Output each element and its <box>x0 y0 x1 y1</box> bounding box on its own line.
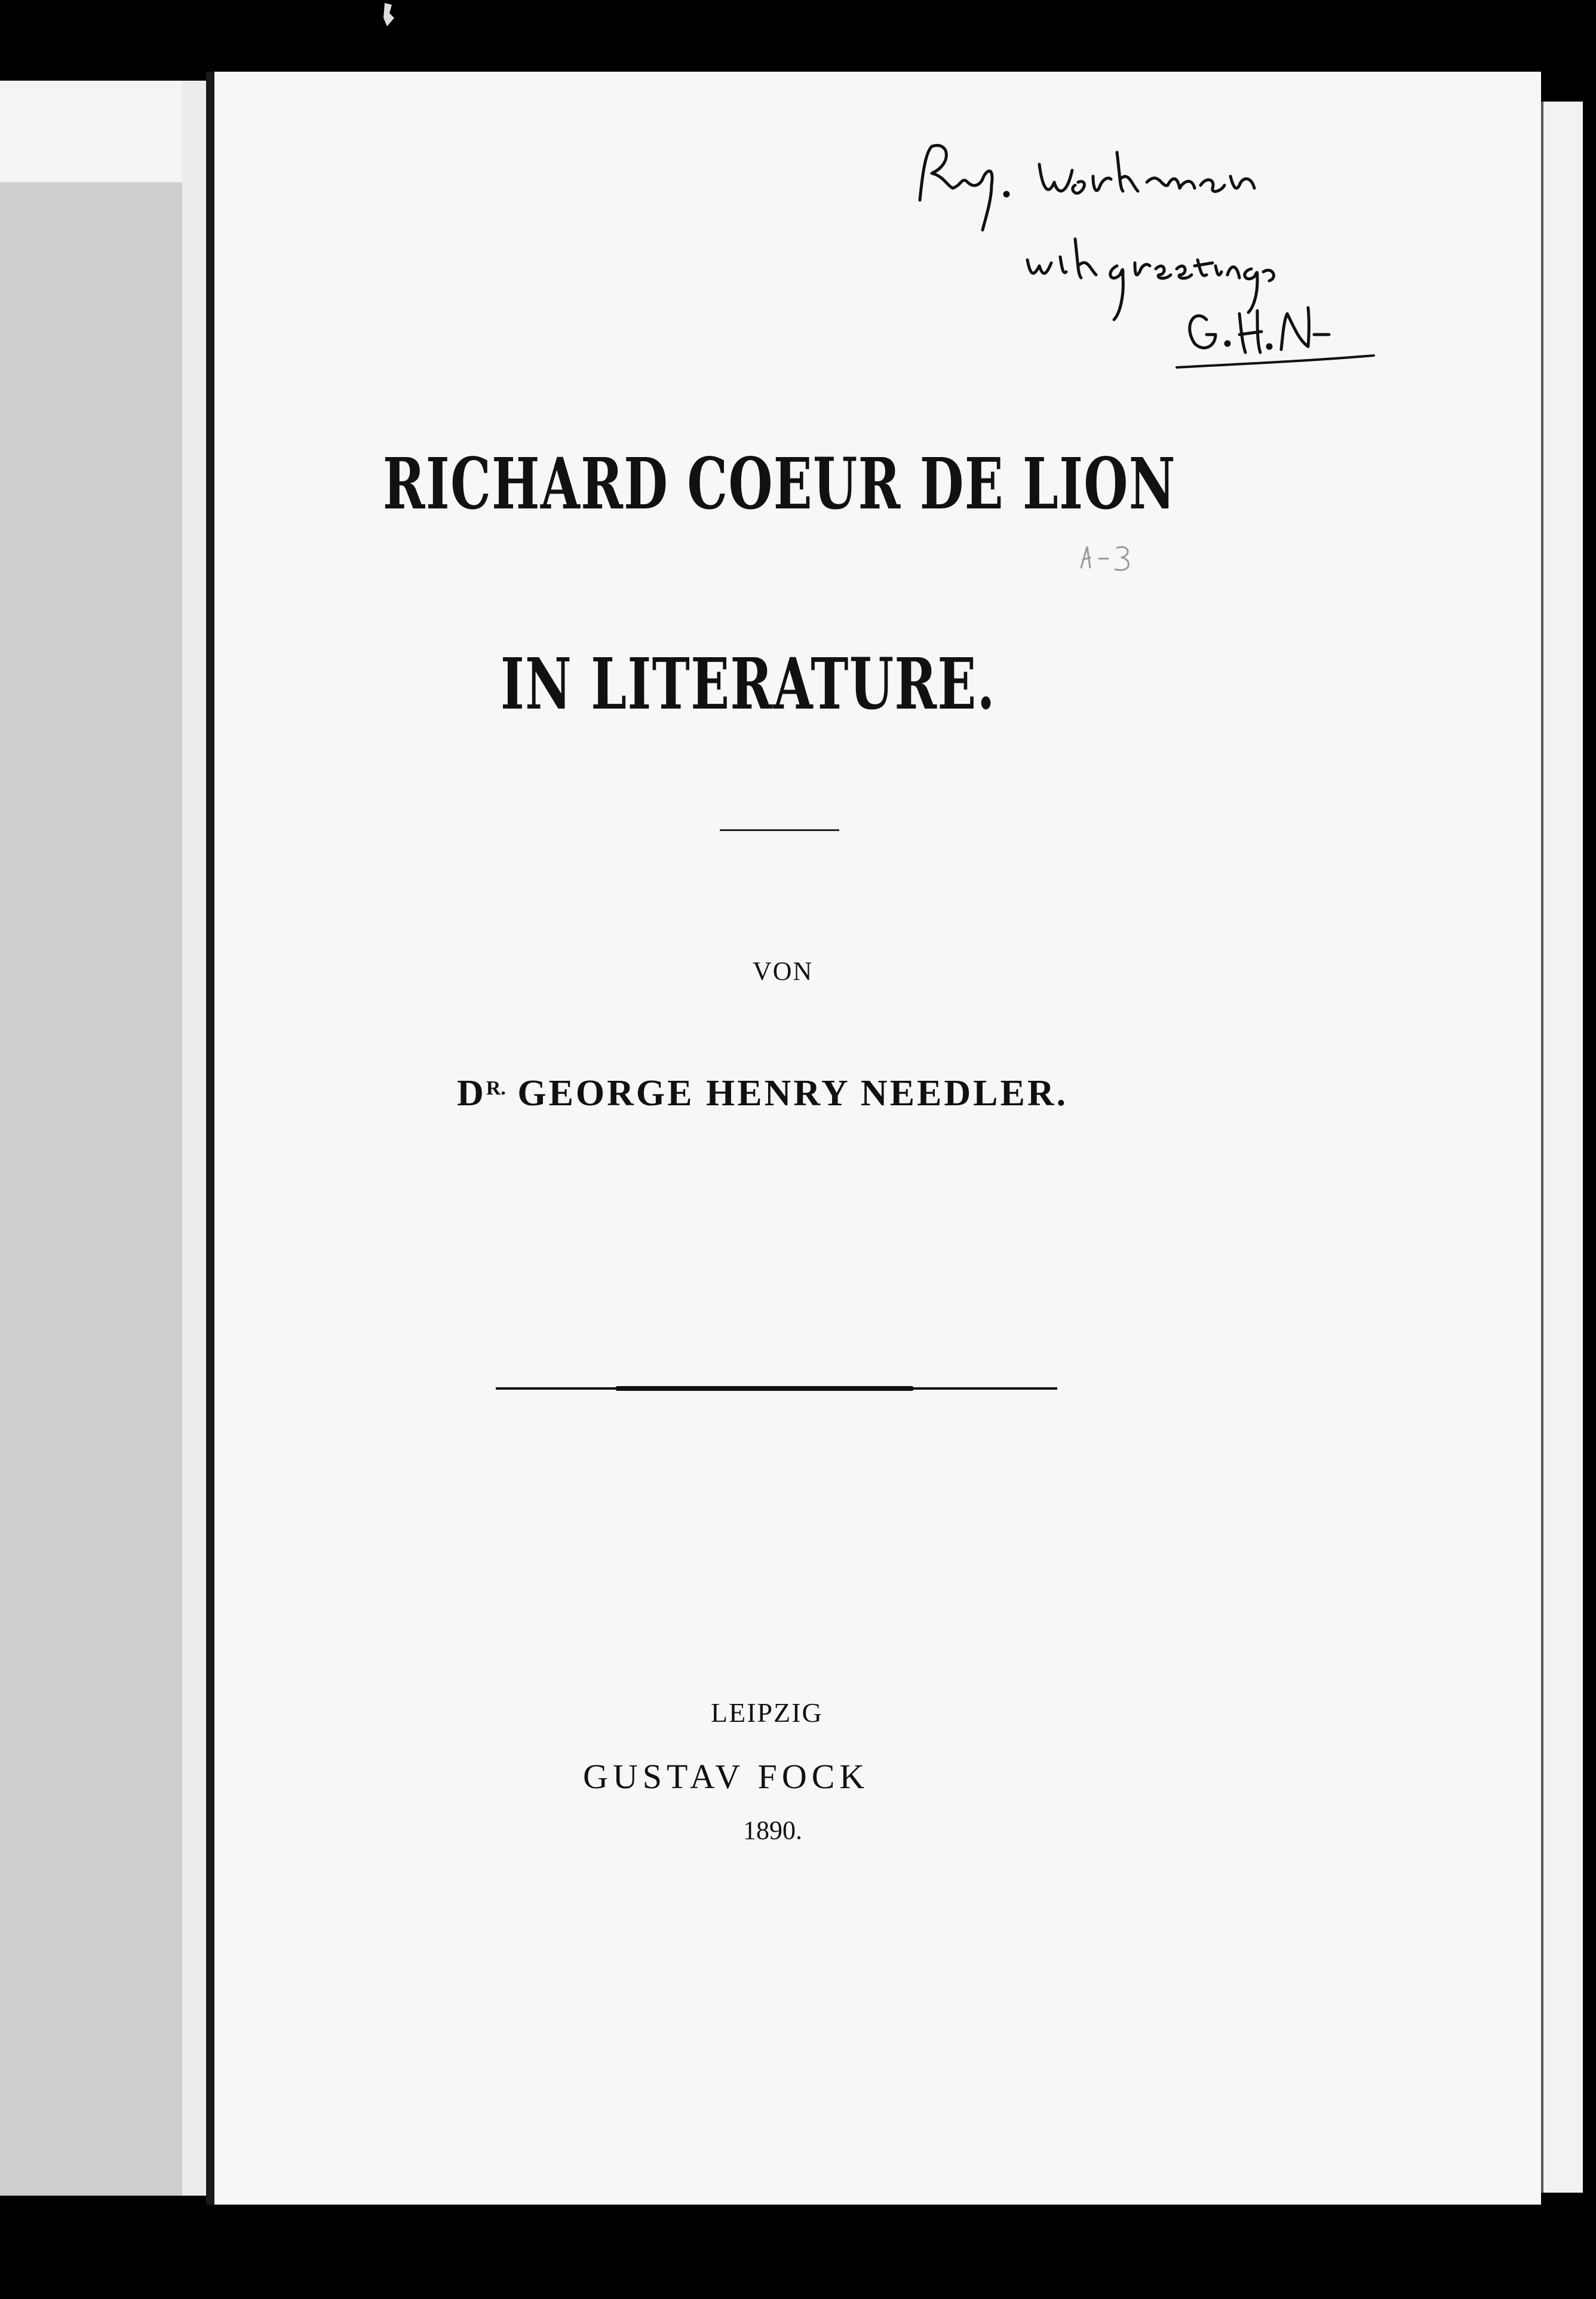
title-line-2: IN LITERATURE. <box>501 642 996 725</box>
publication-city: LEIPZIG <box>711 1697 823 1728</box>
ink-speck <box>380 0 398 30</box>
title-line-1: RICHARD COEUR DE LION <box>382 442 1176 525</box>
short-divider-rule <box>720 829 839 831</box>
pencil-shelf-mark <box>1072 541 1144 577</box>
handwritten-inscription <box>896 128 1386 427</box>
flyleaf-inner-edge <box>182 81 206 2196</box>
publication-year: 1890. <box>743 1816 802 1845</box>
by-label: VON <box>753 957 814 986</box>
author-name: GEORGE HENRY NEEDLER. <box>517 1073 1069 1114</box>
author-prefix: $D^{R.}$ <box>457 1073 506 1114</box>
page-fore-edge <box>1541 102 1583 2193</box>
flyleaf-strip <box>0 81 206 2196</box>
author-line <box>457 1072 1068 1115</box>
flyleaf-white-band <box>0 81 206 182</box>
author-prefix-superscript: R. <box>486 1077 506 1099</box>
long-divider-rule <box>496 1386 1057 1391</box>
publisher-name: GUSTAV FOCK <box>583 1757 870 1796</box>
